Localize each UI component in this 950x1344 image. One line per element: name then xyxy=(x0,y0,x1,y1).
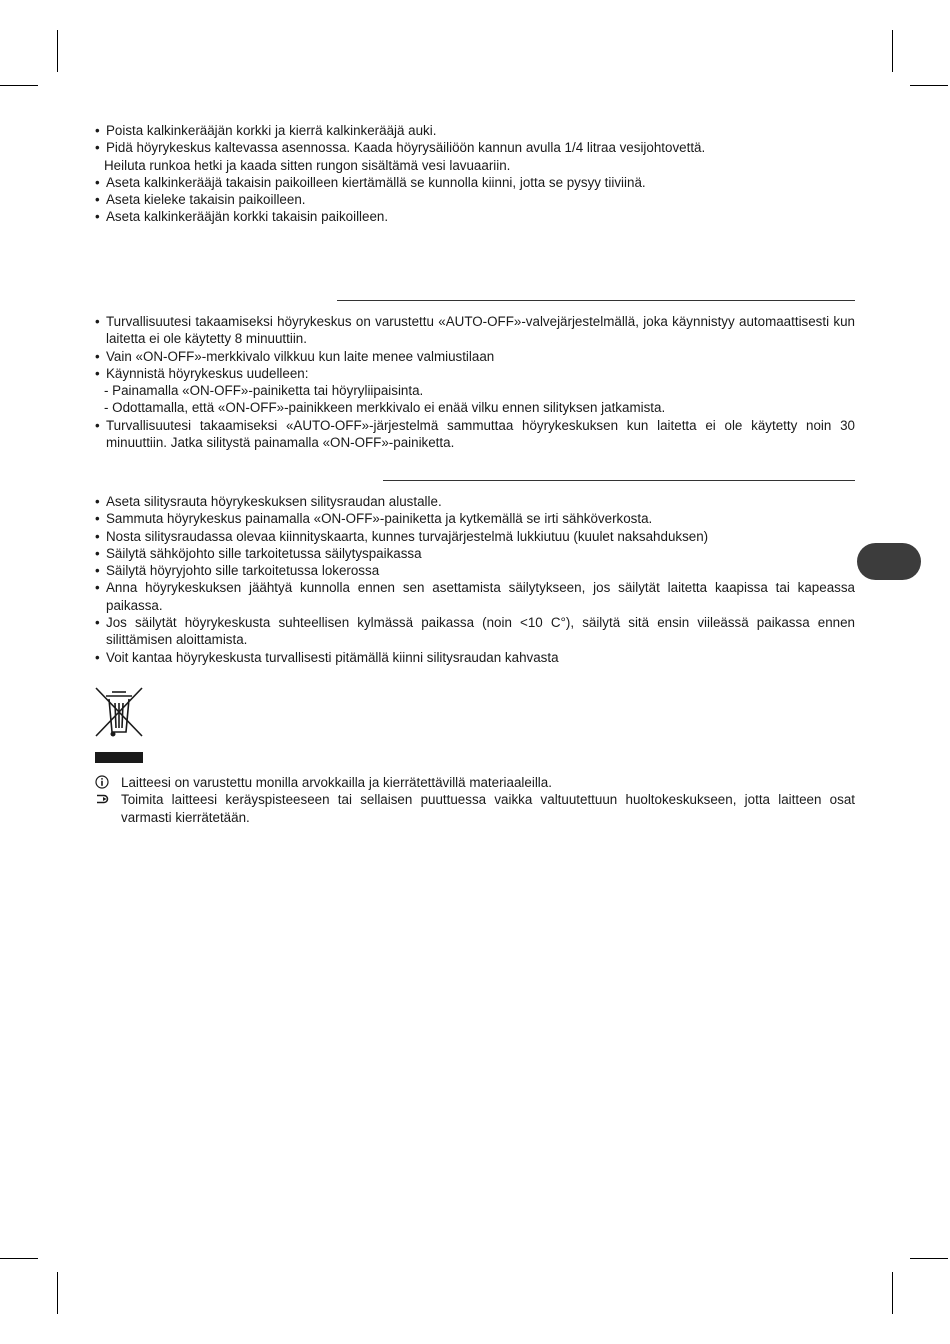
storage-section xyxy=(95,493,855,666)
list-item: • Turvallisuutesi takaamiseksi «AUTO-OFF»-järjestelmä sammuttaa höyrykeskuksen kun laitetta ei ole käytetty noin 30 minuuttiin. Jatka silitystä painamalla «ON-OFF»-painiketta. xyxy=(95,417,855,451)
list-item: • Sammuta höyrykeskus painamalla «ON-OFF»-painiketta ja kytkemällä se irti sähköverkosta. xyxy=(95,511,653,527)
list-item-continuation: Heiluta runkoa hetki ja kaada sitten rungon sisältämä vesi lavuaariin. xyxy=(104,157,511,173)
sub-item: - Odottamalla, että «ON-OFF»-painikkeen merkkivalo ei enää vilku ennen silityksen jatkamista. xyxy=(104,400,666,416)
crop-mark xyxy=(57,1272,58,1314)
note-row: Laitteesi on varustettu monilla arvokkailla ja kierrätettävillä materiaaleilla. xyxy=(95,774,855,791)
auto-off-section xyxy=(95,313,855,451)
list-item: • Anna höyrykeskuksen jäähtyä kunnolla ennen sen asettamista säilytykseen, jos säilytät laitetta kaapissa tai kapeassa paikassa. xyxy=(95,580,855,613)
list-item: • Jos säilytät höyrykeskusta suhteellisen kylmässä paikassa (noin <10 C°), säilytä sitä ensin viileässä paikassa ennen silittämisen aloittamista. xyxy=(95,615,855,648)
crop-mark xyxy=(0,85,38,86)
environment-notes xyxy=(95,774,855,826)
crop-mark xyxy=(910,1258,948,1259)
list-item: • Aseta silitysrauta höyrykeskuksen silitysraudan alustalle. xyxy=(95,494,442,509)
arrow-right-icon xyxy=(95,792,109,806)
crop-mark xyxy=(0,1258,38,1259)
list-item: • Aseta kalkinkerääjän korkki takaisin paikoilleen. xyxy=(95,209,389,225)
list-item: • Aseta kalkinkerääjä takaisin paikoilleen kiertämällä se kunnolla kiinni, jotta se pysyy tiiviinä. xyxy=(95,174,646,190)
list-item: • Nosta silitysraudassa olevaa kiinnityskaarta, kunnes turvajärjestelmä lukkiutuu (kuulet naksahduksen) xyxy=(95,528,709,544)
list-item: • Säilytä höyryjohto sille tarkoitetussa lokerossa xyxy=(95,563,380,579)
list-item: • Aseta kieleke takaisin paikoilleen. xyxy=(95,192,306,208)
crop-mark xyxy=(892,30,893,72)
descaling-section xyxy=(95,122,855,226)
sub-item: - Painamalla «ON-OFF»-painiketta tai höyryliipaisinta. xyxy=(104,383,424,399)
language-tab-badge xyxy=(857,543,921,580)
list-item: • Turvallisuutesi takaamiseksi höyrykeskus on varustettu «AUTO-OFF»-valvejärjestelmällä, joka käynnistyy automaattisesti kun laitetta ei ole käytetty 8 minuuttiin. xyxy=(95,314,855,347)
crop-mark xyxy=(892,1272,893,1314)
recycling-bin-crossed-icon xyxy=(93,686,145,764)
note-row: Toimita laitteesi keräyspisteeseen tai sellaisen puuttuessa vaikka valtuutettuun huoltokeskukseen, jotta laitteen osat varmasti kierrätetään. xyxy=(95,791,855,826)
section-divider xyxy=(383,480,855,481)
info-icon xyxy=(95,775,109,789)
list-item: • Vain «ON-OFF»-merkkivalo vilkkuu kun laite menee valmiustilaan xyxy=(95,348,495,364)
section-divider xyxy=(337,300,855,301)
list-item: • Poista kalkinkerääjän korkki ja kierrä kalkinkerääjä auki. xyxy=(95,123,437,138)
list-item: • Käynnistä höyrykeskus uudelleen: xyxy=(95,365,309,381)
list-item: • Pidä höyrykeskus kaltevassa asennossa. Kaada höyrysäiliöön kannun avulla 1/4 litraa vesijohtovettä. xyxy=(95,140,706,156)
list-item: • Voit kantaa höyrykeskusta turvallisesti pitämällä kiinni silitysraudan kahvasta xyxy=(95,649,559,665)
crop-mark xyxy=(910,85,948,86)
crop-mark xyxy=(57,30,58,72)
list-item: • Säilytä sähköjohto sille tarkoitetussa säilytyspaikassa xyxy=(95,545,422,561)
